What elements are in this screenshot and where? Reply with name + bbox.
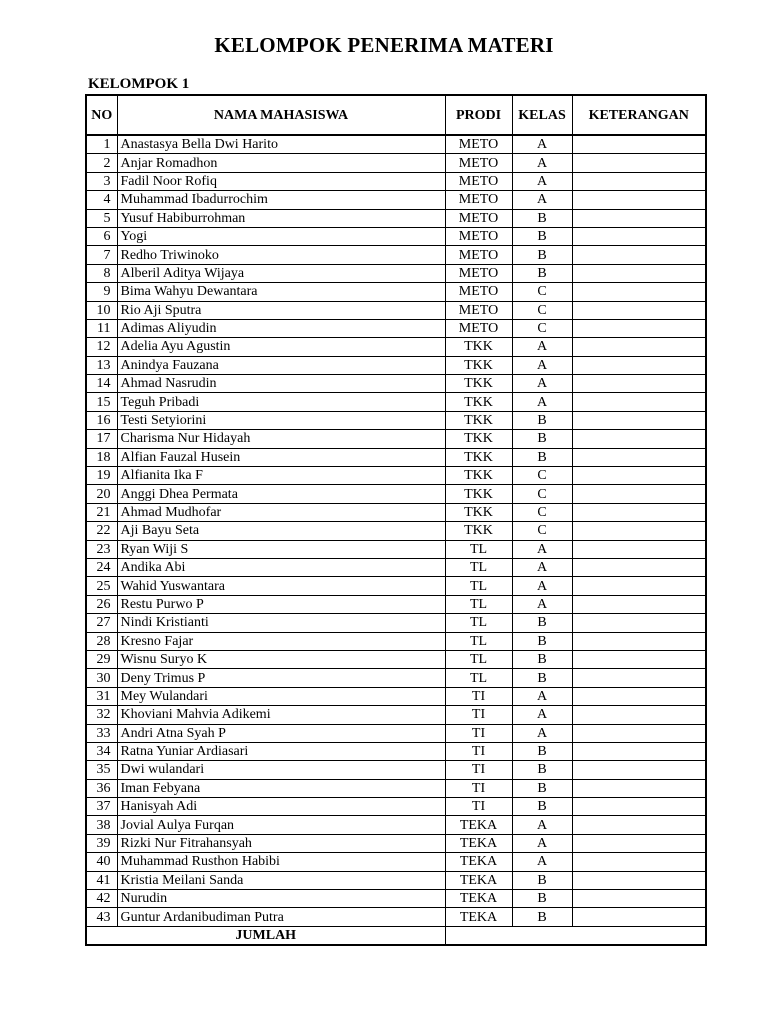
group-label: KELOMPOK 1 bbox=[88, 76, 190, 92]
student-name: Anggi Dhea Permata bbox=[117, 485, 445, 503]
table-row bbox=[86, 742, 706, 760]
remarks bbox=[572, 227, 706, 245]
table-row bbox=[86, 246, 706, 264]
student-name: Andika Abi bbox=[117, 558, 445, 576]
class: A bbox=[512, 338, 572, 356]
remarks bbox=[572, 724, 706, 742]
class: B bbox=[512, 246, 572, 264]
study-program: TL bbox=[445, 558, 512, 576]
study-program: METO bbox=[445, 264, 512, 282]
table-row bbox=[86, 614, 706, 632]
student-name: Ratna Yuniar Ardiasari bbox=[117, 742, 445, 760]
student-name: Ahmad Nasrudin bbox=[117, 375, 445, 393]
study-program: TEKA bbox=[445, 871, 512, 889]
study-program: TKK bbox=[445, 393, 512, 411]
student-name: Fadil Noor Rofiq bbox=[117, 172, 445, 190]
class: C bbox=[512, 522, 572, 540]
row-number: 13 bbox=[86, 356, 117, 374]
study-program: METO bbox=[445, 209, 512, 227]
table-row bbox=[86, 853, 706, 871]
remarks bbox=[572, 632, 706, 650]
student-name: Restu Purwo P bbox=[117, 595, 445, 613]
student-name: Dwi wulandari bbox=[117, 761, 445, 779]
row-number: 41 bbox=[86, 871, 117, 889]
table-row bbox=[86, 356, 706, 374]
student-name: Adimas Aliyudin bbox=[117, 319, 445, 337]
class: A bbox=[512, 687, 572, 705]
study-program: TI bbox=[445, 724, 512, 742]
class: A bbox=[512, 540, 572, 558]
table-row bbox=[86, 430, 706, 448]
study-program: TL bbox=[445, 577, 512, 595]
table-row bbox=[86, 301, 706, 319]
remarks bbox=[572, 430, 706, 448]
remarks bbox=[572, 816, 706, 834]
table-row bbox=[86, 779, 706, 797]
row-number: 32 bbox=[86, 706, 117, 724]
remarks bbox=[572, 650, 706, 668]
student-name: Yusuf Habiburrohman bbox=[117, 209, 445, 227]
row-number: 37 bbox=[86, 798, 117, 816]
table-row bbox=[86, 264, 706, 282]
row-number: 29 bbox=[86, 650, 117, 668]
table-row bbox=[86, 485, 706, 503]
remarks bbox=[572, 687, 706, 705]
study-program: METO bbox=[445, 172, 512, 190]
remarks bbox=[572, 614, 706, 632]
student-name: Nurudin bbox=[117, 890, 445, 908]
remarks bbox=[572, 834, 706, 852]
remarks bbox=[572, 301, 706, 319]
table-row bbox=[86, 283, 706, 301]
class: B bbox=[512, 264, 572, 282]
student-name: Charisma Nur Hidayah bbox=[117, 430, 445, 448]
student-name: Muhammad Rusthon Habibi bbox=[117, 853, 445, 871]
student-name: Aji Bayu Seta bbox=[117, 522, 445, 540]
study-program: TKK bbox=[445, 467, 512, 485]
study-program: TKK bbox=[445, 338, 512, 356]
student-name: Rio Aji Sputra bbox=[117, 301, 445, 319]
remarks bbox=[572, 264, 706, 282]
table-row bbox=[86, 393, 706, 411]
row-number: 28 bbox=[86, 632, 117, 650]
table-header-row bbox=[86, 95, 706, 135]
class: A bbox=[512, 375, 572, 393]
student-name: Muhammad Ibadurrochim bbox=[117, 191, 445, 209]
class: B bbox=[512, 411, 572, 429]
remarks bbox=[572, 467, 706, 485]
row-number: 33 bbox=[86, 724, 117, 742]
table-row bbox=[86, 411, 706, 429]
study-program: TKK bbox=[445, 411, 512, 429]
class: A bbox=[512, 816, 572, 834]
study-program: METO bbox=[445, 246, 512, 264]
table-row bbox=[86, 375, 706, 393]
remarks bbox=[572, 558, 706, 576]
row-number: 27 bbox=[86, 614, 117, 632]
row-number: 43 bbox=[86, 908, 117, 926]
study-program: METO bbox=[445, 227, 512, 245]
study-program: METO bbox=[445, 319, 512, 337]
study-program: TKK bbox=[445, 485, 512, 503]
student-name: Kresno Fajar bbox=[117, 632, 445, 650]
class: A bbox=[512, 706, 572, 724]
remarks bbox=[572, 209, 706, 227]
row-number: 3 bbox=[86, 172, 117, 190]
row-number: 35 bbox=[86, 761, 117, 779]
table-row bbox=[86, 338, 706, 356]
class: B bbox=[512, 871, 572, 889]
class: B bbox=[512, 890, 572, 908]
class: C bbox=[512, 283, 572, 301]
remarks bbox=[572, 154, 706, 172]
student-name: Ryan Wiji S bbox=[117, 540, 445, 558]
study-program: TEKA bbox=[445, 890, 512, 908]
row-number: 31 bbox=[86, 687, 117, 705]
row-number: 25 bbox=[86, 577, 117, 595]
study-program: TKK bbox=[445, 356, 512, 374]
remarks bbox=[572, 375, 706, 393]
column-header-keterangan: KETERANGAN bbox=[572, 95, 706, 135]
remarks bbox=[572, 871, 706, 889]
row-number: 17 bbox=[86, 430, 117, 448]
remarks bbox=[572, 393, 706, 411]
row-number: 10 bbox=[86, 301, 117, 319]
row-number: 34 bbox=[86, 742, 117, 760]
remarks bbox=[572, 742, 706, 760]
student-name: Adelia Ayu Agustin bbox=[117, 338, 445, 356]
study-program: TKK bbox=[445, 375, 512, 393]
remarks bbox=[572, 908, 706, 926]
row-number: 15 bbox=[86, 393, 117, 411]
row-number: 16 bbox=[86, 411, 117, 429]
class: B bbox=[512, 430, 572, 448]
class: A bbox=[512, 577, 572, 595]
table-body bbox=[86, 135, 706, 926]
class: B bbox=[512, 779, 572, 797]
class: A bbox=[512, 724, 572, 742]
remarks bbox=[572, 706, 706, 724]
study-program: TI bbox=[445, 761, 512, 779]
row-number: 14 bbox=[86, 375, 117, 393]
study-program: TI bbox=[445, 687, 512, 705]
row-number: 4 bbox=[86, 191, 117, 209]
study-program: TL bbox=[445, 540, 512, 558]
table-row bbox=[86, 761, 706, 779]
remarks bbox=[572, 356, 706, 374]
table-row bbox=[86, 522, 706, 540]
class: A bbox=[512, 172, 572, 190]
study-program: TEKA bbox=[445, 834, 512, 852]
table-row bbox=[86, 154, 706, 172]
study-program: TL bbox=[445, 632, 512, 650]
total-row bbox=[86, 926, 706, 945]
row-number: 19 bbox=[86, 467, 117, 485]
remarks bbox=[572, 283, 706, 301]
table-row bbox=[86, 632, 706, 650]
table-row bbox=[86, 577, 706, 595]
row-number: 42 bbox=[86, 890, 117, 908]
remarks bbox=[572, 577, 706, 595]
student-name: Wisnu Suryo K bbox=[117, 650, 445, 668]
remarks bbox=[572, 338, 706, 356]
page-title: KELOMPOK PENERIMA MATERI bbox=[214, 33, 554, 57]
remarks bbox=[572, 669, 706, 687]
table-row bbox=[86, 650, 706, 668]
class: B bbox=[512, 669, 572, 687]
column-header-prodi: PRODI bbox=[445, 95, 512, 135]
row-number: 18 bbox=[86, 448, 117, 466]
student-name: Kristia Meilani Sanda bbox=[117, 871, 445, 889]
class: A bbox=[512, 853, 572, 871]
row-number: 12 bbox=[86, 338, 117, 356]
row-number: 39 bbox=[86, 834, 117, 852]
class: A bbox=[512, 356, 572, 374]
table-row bbox=[86, 816, 706, 834]
row-number: 38 bbox=[86, 816, 117, 834]
study-program: TEKA bbox=[445, 908, 512, 926]
row-number: 5 bbox=[86, 209, 117, 227]
remarks bbox=[572, 853, 706, 871]
table-row bbox=[86, 540, 706, 558]
column-header-name: NAMA MAHASISWA bbox=[117, 95, 445, 135]
student-name: Anindya Fauzana bbox=[117, 356, 445, 374]
student-name: Wahid Yuswantara bbox=[117, 577, 445, 595]
table-row bbox=[86, 467, 706, 485]
row-number: 40 bbox=[86, 853, 117, 871]
row-number: 11 bbox=[86, 319, 117, 337]
table-row bbox=[86, 669, 706, 687]
class: A bbox=[512, 135, 572, 154]
remarks bbox=[572, 319, 706, 337]
remarks bbox=[572, 411, 706, 429]
table-row bbox=[86, 908, 706, 926]
table-row bbox=[86, 724, 706, 742]
study-program: TKK bbox=[445, 522, 512, 540]
row-number: 30 bbox=[86, 669, 117, 687]
student-name: Khoviani Mahvia Adikemi bbox=[117, 706, 445, 724]
class: B bbox=[512, 742, 572, 760]
class: C bbox=[512, 301, 572, 319]
row-number: 24 bbox=[86, 558, 117, 576]
student-name: Alfian Fauzal Husein bbox=[117, 448, 445, 466]
table-row bbox=[86, 172, 706, 190]
table-row bbox=[86, 209, 706, 227]
remarks bbox=[572, 761, 706, 779]
study-program: METO bbox=[445, 191, 512, 209]
student-name: Anjar Romadhon bbox=[117, 154, 445, 172]
class: B bbox=[512, 798, 572, 816]
row-number: 2 bbox=[86, 154, 117, 172]
table-row bbox=[86, 890, 706, 908]
table-row bbox=[86, 135, 706, 154]
remarks bbox=[572, 798, 706, 816]
class: C bbox=[512, 485, 572, 503]
study-program: TKK bbox=[445, 430, 512, 448]
student-name: Rizki Nur Fitrahansyah bbox=[117, 834, 445, 852]
study-program: TL bbox=[445, 669, 512, 687]
row-number: 6 bbox=[86, 227, 117, 245]
study-program: TI bbox=[445, 779, 512, 797]
student-name: Yogi bbox=[117, 227, 445, 245]
student-table bbox=[85, 94, 707, 946]
student-name: Redho Triwinoko bbox=[117, 246, 445, 264]
student-name: Guntur Ardanibudiman Putra bbox=[117, 908, 445, 926]
remarks bbox=[572, 172, 706, 190]
row-number: 36 bbox=[86, 779, 117, 797]
class: C bbox=[512, 503, 572, 521]
table-row bbox=[86, 687, 706, 705]
remarks bbox=[572, 485, 706, 503]
class: B bbox=[512, 908, 572, 926]
table-row bbox=[86, 871, 706, 889]
table-row bbox=[86, 595, 706, 613]
class: A bbox=[512, 154, 572, 172]
study-program: TEKA bbox=[445, 816, 512, 834]
class: B bbox=[512, 761, 572, 779]
study-program: TL bbox=[445, 614, 512, 632]
remarks bbox=[572, 779, 706, 797]
remarks bbox=[572, 522, 706, 540]
remarks bbox=[572, 595, 706, 613]
study-program: METO bbox=[445, 135, 512, 154]
row-number: 7 bbox=[86, 246, 117, 264]
student-name: Nindi Kristianti bbox=[117, 614, 445, 632]
class: A bbox=[512, 191, 572, 209]
row-number: 21 bbox=[86, 503, 117, 521]
class: C bbox=[512, 319, 572, 337]
study-program: TI bbox=[445, 706, 512, 724]
student-name: Andri Atna Syah P bbox=[117, 724, 445, 742]
study-program: METO bbox=[445, 154, 512, 172]
row-number: 26 bbox=[86, 595, 117, 613]
class: A bbox=[512, 558, 572, 576]
class: B bbox=[512, 209, 572, 227]
class: B bbox=[512, 650, 572, 668]
column-header-no: NO bbox=[86, 95, 117, 135]
table-row bbox=[86, 448, 706, 466]
total-label: JUMLAH bbox=[86, 926, 445, 945]
remarks bbox=[572, 540, 706, 558]
row-number: 9 bbox=[86, 283, 117, 301]
class: A bbox=[512, 834, 572, 852]
row-number: 22 bbox=[86, 522, 117, 540]
remarks bbox=[572, 503, 706, 521]
student-name: Mey Wulandari bbox=[117, 687, 445, 705]
class: A bbox=[512, 393, 572, 411]
column-header-kelas: KELAS bbox=[512, 95, 572, 135]
table-row bbox=[86, 834, 706, 852]
class: B bbox=[512, 632, 572, 650]
study-program: TL bbox=[445, 595, 512, 613]
row-number: 23 bbox=[86, 540, 117, 558]
student-name: Deny Trimus P bbox=[117, 669, 445, 687]
class: C bbox=[512, 467, 572, 485]
class: A bbox=[512, 595, 572, 613]
table-row bbox=[86, 191, 706, 209]
table-row bbox=[86, 227, 706, 245]
study-program: TEKA bbox=[445, 853, 512, 871]
table-row bbox=[86, 798, 706, 816]
student-name: Alfianita Ika F bbox=[117, 467, 445, 485]
remarks bbox=[572, 135, 706, 154]
row-number: 8 bbox=[86, 264, 117, 282]
student-name: Bima Wahyu Dewantara bbox=[117, 283, 445, 301]
row-number: 1 bbox=[86, 135, 117, 154]
class: B bbox=[512, 227, 572, 245]
table-row bbox=[86, 319, 706, 337]
student-name: Hanisyah Adi bbox=[117, 798, 445, 816]
study-program: TKK bbox=[445, 448, 512, 466]
student-name: Alberil Aditya Wijaya bbox=[117, 264, 445, 282]
student-name: Ahmad Mudhofar bbox=[117, 503, 445, 521]
total-value bbox=[445, 926, 706, 945]
table-row bbox=[86, 503, 706, 521]
remarks bbox=[572, 191, 706, 209]
class: B bbox=[512, 448, 572, 466]
remarks bbox=[572, 246, 706, 264]
study-program: TKK bbox=[445, 503, 512, 521]
student-name: Jovial Aulya Furqan bbox=[117, 816, 445, 834]
student-name: Iman Febyana bbox=[117, 779, 445, 797]
student-name: Teguh Pribadi bbox=[117, 393, 445, 411]
class: B bbox=[512, 614, 572, 632]
study-program: METO bbox=[445, 283, 512, 301]
table-row bbox=[86, 706, 706, 724]
study-program: TI bbox=[445, 742, 512, 760]
student-name: Anastasya Bella Dwi Harito bbox=[117, 135, 445, 154]
study-program: TL bbox=[445, 650, 512, 668]
table-row bbox=[86, 558, 706, 576]
student-name: Testi Setyiorini bbox=[117, 411, 445, 429]
remarks bbox=[572, 448, 706, 466]
study-program: TI bbox=[445, 798, 512, 816]
row-number: 20 bbox=[86, 485, 117, 503]
remarks bbox=[572, 890, 706, 908]
study-program: METO bbox=[445, 301, 512, 319]
